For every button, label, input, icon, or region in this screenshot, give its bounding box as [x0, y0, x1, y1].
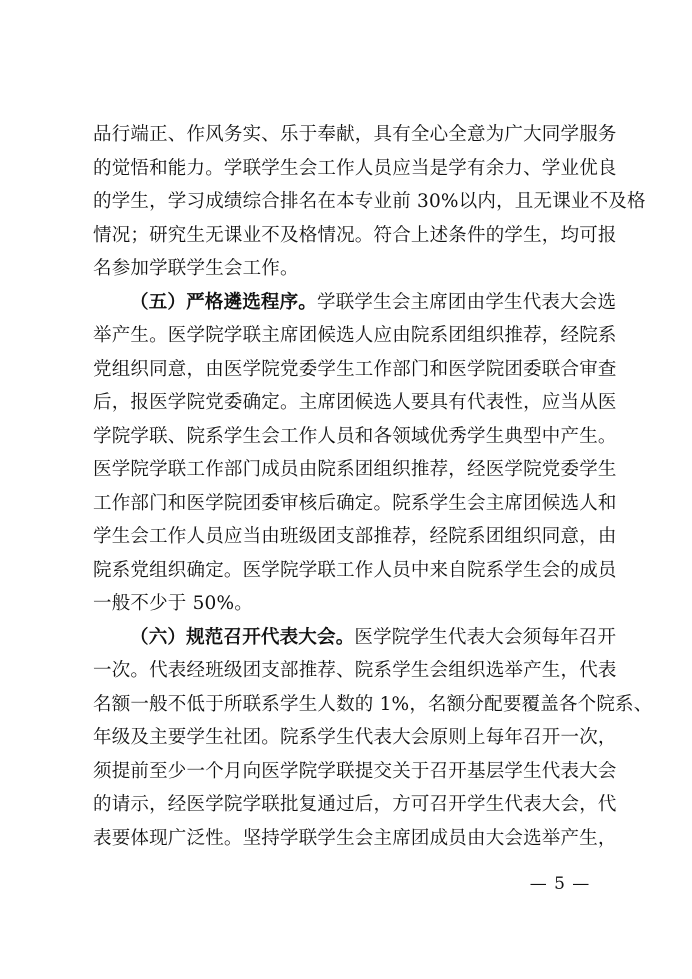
text-line: 的学生，学习成绩综合排名在本专业前 30%以内，且无课业不及格 [93, 191, 646, 212]
text-line: 情况；研究生无课业不及格情况。符合上述条件的学生，均可报 [93, 224, 617, 246]
text-line: 院系党组织确定。医学院学联工作人员中来自院系学生会的成员 [93, 559, 617, 581]
text-line: 医学院学联工作部门成员由院系团组织推荐，经医学院党委学生 [93, 459, 617, 480]
text-line: 名额一般不低于所联系学生人数的 1%，名额分配要覆盖各个院系、 [93, 693, 653, 715]
text-line: 品行端正、作风务实、乐于奉献，具有全心全意为广大同学服务 [93, 124, 617, 145]
text-line: 一般不少于 50%。 [93, 593, 254, 614]
text-line: 的请示，经医学院学联批复通过后，方可召开学生代表大会，代 [93, 794, 617, 815]
paragraph-eligibility [93, 118, 646, 286]
paragraph-selection-procedure [93, 286, 617, 621]
text-line: 学生会工作人员应当由班级团支部推荐，经院系团组织同意，由 [93, 526, 617, 547]
text-line [93, 286, 617, 320]
text-line: 名参加学联学生会工作。 [93, 258, 299, 279]
text-line: 表要体现广泛性。坚持学联学生会主席团成员由大会选举产生， [93, 827, 617, 849]
text-line: 须提前至少一个月向医学院学联提交关于召开基层学生代表大会 [93, 760, 617, 782]
text-line: 学院学联、院系学生会工作人员和各领域优秀学生典型中产生。 [93, 425, 617, 447]
text-segment: 学联学生会主席团由学生代表大会选 [317, 291, 617, 313]
text-line: 党组织同意，由医学院党委学生工作部门和医学院团委联合审查 [93, 358, 617, 380]
text-line: 一次。代表经班级团支部推荐、院系学生会组织选举产生，代表 [93, 660, 617, 681]
page-number: — 5 — [529, 874, 591, 894]
text-line: 举产生。医学院学联主席团候选人应由院系团组织推荐，经院系 [93, 325, 617, 346]
text-line: 年级及主要学生社团。院系学生代表大会原则上每年召开一次， [93, 727, 617, 748]
text-line: 后，报医学院党委确定。主席团候选人要具有代表性，应当从医 [93, 392, 617, 413]
paragraph-congress [93, 621, 653, 856]
section-heading: （五）严格遴选程序。 [130, 291, 318, 313]
section-heading: （六）规范召开代表大会。 [130, 626, 355, 648]
text-line: 工作部门和医学院团委审核后确定。院系学生会主席团候选人和 [93, 492, 617, 514]
document-body [93, 118, 653, 855]
text-line: 的觉悟和能力。学联学生会工作人员应当是学有余力、学业优良 [93, 157, 617, 179]
text-segment: 医学院学生代表大会须每年召开 [354, 626, 617, 648]
text-line [93, 621, 617, 655]
